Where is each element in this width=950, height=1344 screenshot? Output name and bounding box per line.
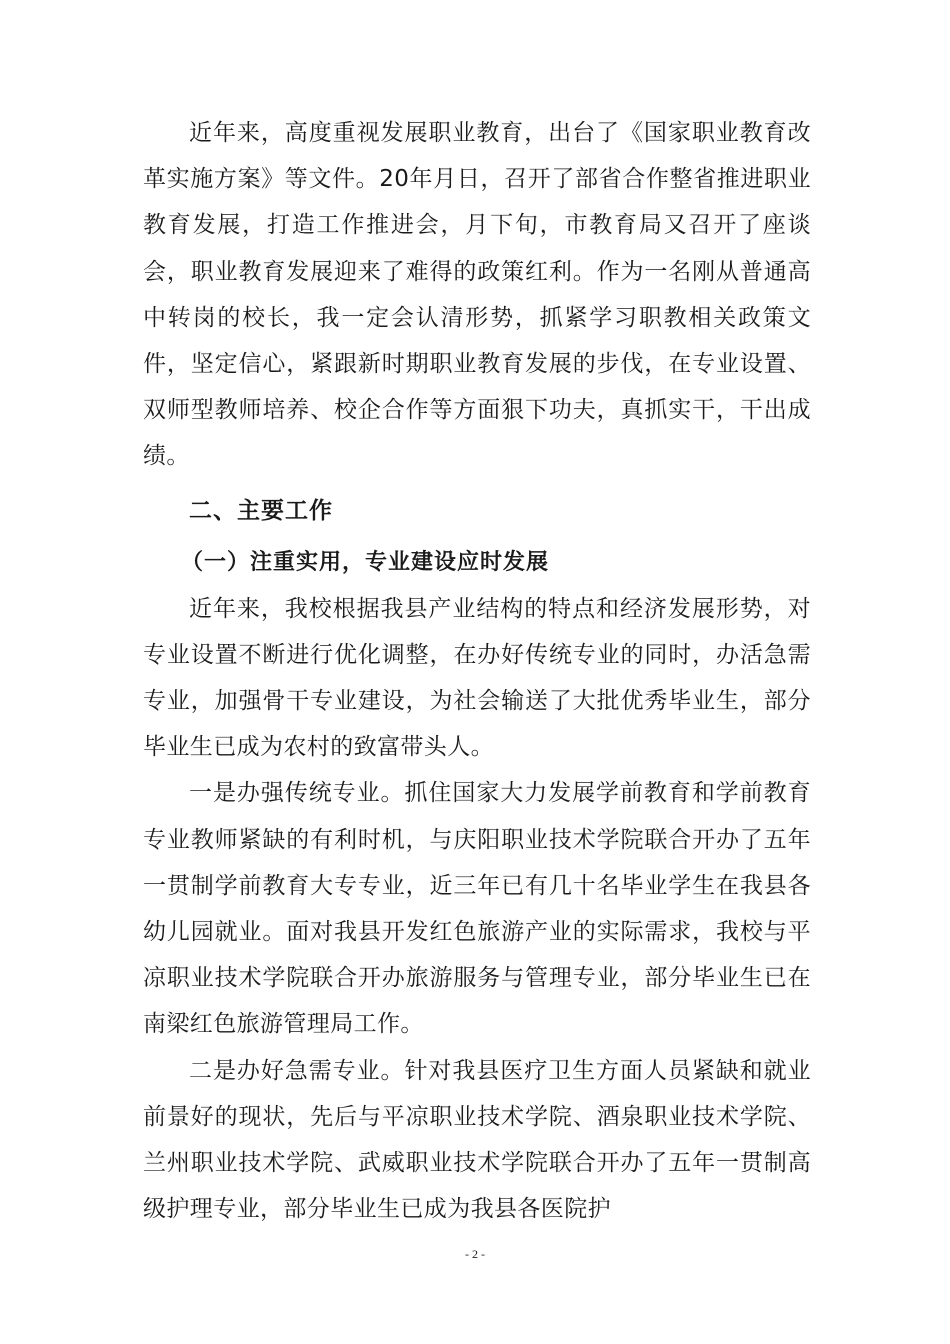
intro-paragraph: 近年来，高度重视发展职业教育，出台了《国家职业教育改革实施方案》等文件。20年月日，召开了部省合作整省推进职业教育发展，打造工作推进会，月下旬，市教育局又召开了座谈会，职业教育发展迎来了难得的政策红利。作为一名刚从普通高中转岗的校长，我一定会认清形势，抓紧学习职教相关政策文件，坚定信心，紧跟新时期职业教育发展的步伐，在专业设置、双师型教师培养、校企合作等方面狠下功夫，真抓实干，干出成绩。 xyxy=(143,120,811,470)
section-heading: 二、主要工作 xyxy=(189,497,333,524)
body-paragraph-3: 二是办好急需专业。针对我县医疗卫生方面人员紧缺和就业前景好的现状，先后与平凉职业技术学院、酒泉职业技术学院、兰州职业技术学院、武威职业技术学院联合开办了五年一贯制高级护理专业，部分毕业生已成为我县各医院护 xyxy=(143,1057,811,1223)
subsection-heading: （一）注重实用，专业建设应时发展 xyxy=(181,549,550,575)
body-paragraph-1: 近年来，我校根据我县产业结构的特点和经济发展形势，对专业设置不断进行优化调整，在办好传统专业的同时，办活急需专业，加强骨干专业建设，为社会输送了大批优秀毕业生，部分毕业生已成为农村的致富带头人。 xyxy=(143,595,811,761)
document-body xyxy=(143,110,811,1232)
page-number: - 2 - xyxy=(465,1247,485,1261)
body-paragraph-2: 一是办强传统专业。抓住国家大力发展学前教育和学前教育专业教师紧缺的有利时机，与庆阳职业技术学院联合开办了五年一贯制学前教育大专专业，近三年已有几十名毕业学生在我县各幼儿园就业。面对我县开发红色旅游产业的实际需求，我校与平凉职业技术学院联合开办旅游服务与管理专业，部分毕业生已在南梁红色旅游管理局工作。 xyxy=(143,780,811,1038)
